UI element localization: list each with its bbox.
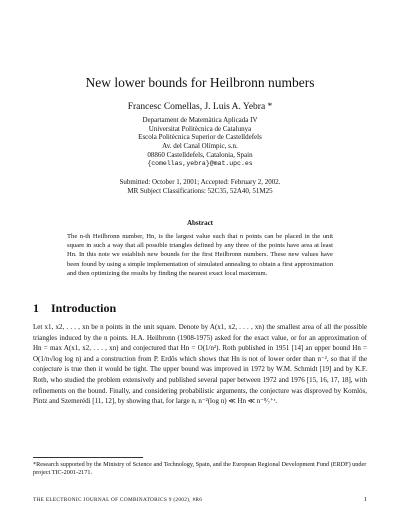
section-number: 1	[33, 301, 39, 315]
author-email: {comellas,yebra}@mat.upc.es	[147, 159, 253, 167]
page-number: 1	[363, 496, 367, 503]
footnote-rule	[33, 457, 143, 458]
subject-classifications: MR Subject Classifications: 52C35, 52A40, 51M25	[127, 187, 273, 195]
abstract-text: The n-th Heilbronn number, Hn, is the largest value such that n points can be placed in the unit square in such a way that all possible triangles defined by any three of the points have area at least Hn. In this note we establish new bounds for the first Heilbronn numbers. These new values have been found by using a simple implementation of simulated annealing to obtain a first approximation and then optimizing the results by finding the nearest exact local maximum.	[67, 233, 333, 277]
journal-citation: THE ELECTRONIC JOURNAL OF COMBINATORICS 9 (2002), #R6	[33, 497, 203, 503]
section-title: Introduction	[51, 301, 117, 315]
affiliation-line-4: Av. del Canal Olímpic, s.n.	[162, 142, 238, 151]
abstract-heading: Abstract	[186, 219, 214, 227]
affiliation-line-1: Departament de Matemàtica Aplicada IV	[142, 116, 258, 124]
affiliation-line-3: Escola Politècnica Superior de Castelldefels	[138, 133, 262, 142]
submission-dates: Submitted: October 1, 2001; Accepted: February 2, 2002.	[119, 178, 281, 186]
paper-title: New lower bounds for Heilbronn numbers	[85, 75, 315, 90]
section-heading	[33, 301, 116, 316]
affiliation-line-5: 08860 Castelldefels, Catalonia, Spain	[147, 150, 253, 159]
page-footer	[33, 497, 367, 503]
affiliation-line-2: Universitat Politècnica de Catalunya	[148, 124, 252, 133]
footnote: *Research supported by the Ministry of Science and Technology, Spain, and the European Regional Development Fund (ERDF) under project TIC-2001-2171.	[33, 461, 367, 476]
body-text	[33, 322, 367, 407]
authors-line: Francesc Comellas, J. Luis A. Yebra *	[127, 102, 273, 112]
body-paragraph: Let x1, x2, . . . , xn be n points in the unit square. Denote by A(x1, x2, . . . , xn) the smallest area of all the possible triangles induced by the n points. H.A. Heilbronn (1908-1975) asked for the exact value, or for an approximation of Hn = max A(x1, x2, . . . , xn) and conjectured that Hn = O(1/n²). Roth published in 1951 [14] an upper bound Hn = O(1/n√log log n) and a construction from P. Erdős which shows that Hn is not of lower order than n⁻², so that if the conjecture is true then it would be tight. The upper bound was improved in 1972 by W.M. Schmidt [19] and by K.F. Roth, who studied the problem extensively and published several paper between 1972 and 1976 [15, 16, 17, 18], with refinements on the bound. Finally, and considering probabilistic arguments, the conjecture was disproved by Komlós, Pintz and Szemerédi [11, 12], by showing that, for large n, n⁻²(log n) ≪ Hn ≪ n⁻⁸⁄₇⁺ᵋ.	[33, 323, 367, 406]
dates-block	[0, 178, 400, 196]
affiliation-block	[0, 116, 400, 168]
